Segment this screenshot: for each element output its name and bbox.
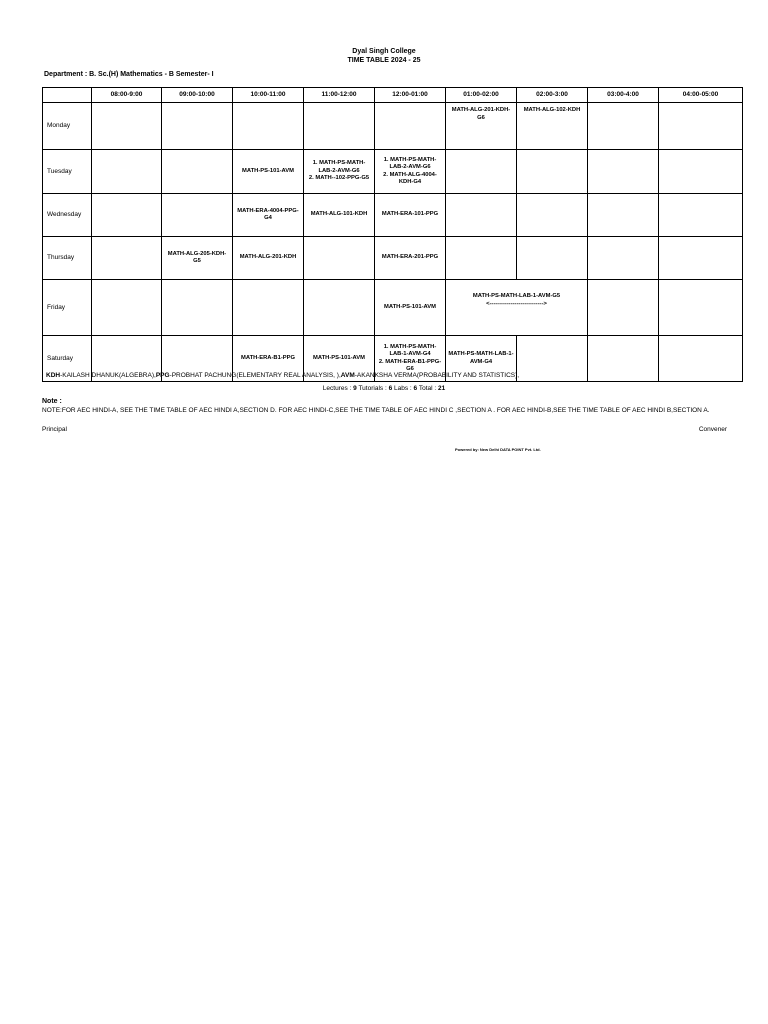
col-header-0200: 02:00-3:00 (517, 88, 588, 103)
slot-cell: 1. MATH-PS-MATH-LAB-2-AVM-G6 2. MATH-ALG-4004-KDH-G4 (375, 150, 446, 194)
slot-cell: MATH-PS-101-AVM (233, 150, 304, 194)
slot-cell (659, 336, 743, 382)
lab-label: MATH-PS-MATH-LAB-1-AVM-G5 (472, 293, 561, 299)
slot-cell (446, 237, 517, 280)
summary-label: Total : (417, 385, 438, 392)
slot-cell (659, 150, 743, 194)
legend-code: KDH (46, 372, 61, 379)
row-monday (43, 103, 743, 150)
slot-cell (659, 103, 743, 150)
tutorials-count: 6 (388, 385, 393, 392)
slot-cell: MATH-ALG-201-KDH-G6 (446, 103, 517, 150)
slot-cell: MATH-ERA-101-PPG (375, 194, 446, 237)
total-count: 21 (437, 385, 446, 392)
corner-cell (43, 88, 92, 103)
slot-cell (92, 194, 162, 237)
slot-cell (233, 103, 304, 150)
legend-code: AVM (340, 372, 355, 379)
powered-by: Powered by: New Delhi DATA POINT Pvt. Ltd. (455, 447, 541, 452)
slot-cell (517, 194, 588, 237)
slot-cell (92, 237, 162, 280)
slot-cell (375, 103, 446, 150)
slot-cell (304, 237, 375, 280)
slot-cell (162, 150, 233, 194)
slot-cell: MATH-ERA-B1-PPG (233, 336, 304, 382)
summary-label: Tutorials : (356, 385, 389, 392)
principal-signature: Principal (42, 426, 67, 433)
labs-count: 6 (413, 385, 418, 392)
convener-signature: Convener (698, 426, 727, 433)
lab-slot-cell (446, 280, 588, 336)
span-arrow: <----------------------------> (486, 300, 547, 307)
slot-cell: MATH-PS-101-AVM (304, 336, 375, 382)
day-label: Saturday (43, 336, 92, 382)
slot-cell (588, 336, 659, 382)
header-row (43, 88, 743, 103)
slot-cell (659, 194, 743, 237)
slot-cell: MATH-ERA-201-PPG (375, 237, 446, 280)
col-header-0800: 08:00-9:00 (92, 88, 162, 103)
slot-cell: MATH-ALG-102-KDH (517, 103, 588, 150)
legend-text: -PROBHAT PACHUNG(ELEMENTARY REAL ANALYSIS, ), (169, 372, 341, 379)
department-line: Department : B. Sc.(H) Mathematics - B Semester- I (44, 71, 214, 78)
note-text: NOTE:FOR AEC HINDI-A, SEE THE TIME TABLE OF AEC HINDI A,SECTION D. FOR AEC HINDI-C,SEE THE TIME TABLE OF AEC HINDI C ,SECTION A . FOR AEC HINDI-B,SEE THE TIME TABLE OF AEC HINDI B,SECTION A. (42, 407, 710, 414)
slot-cell (162, 194, 233, 237)
slot-cell (162, 280, 233, 336)
note-heading: Note : (42, 398, 62, 405)
slot-cell (588, 194, 659, 237)
slot-cell (588, 280, 659, 336)
slot-cell (588, 150, 659, 194)
college-name: Dyal Singh College (352, 48, 416, 55)
slot-cell (304, 103, 375, 150)
col-header-1100: 11:00-12:00 (304, 88, 375, 103)
legend-text: -KAILASH DHANUK(ALGEBRA), (60, 372, 156, 379)
slot-cell: MATH-ERA-4004-PPG-G4 (233, 194, 304, 237)
slot-cell (588, 237, 659, 280)
slot-cell (446, 194, 517, 237)
lectures-count: 9 (353, 385, 357, 392)
slot-cell: MATH-PS-101-AVM (375, 280, 446, 336)
slot-cell: MATH-PS-MATH-LAB-1-AVM-G4 (446, 336, 517, 382)
slot-cell: MATH-ALG-205-KDH-G5 (162, 237, 233, 280)
load-summary (0, 385, 768, 392)
slot-cell: MATH-ALG-201-KDH (233, 237, 304, 280)
row-friday (43, 280, 743, 336)
slot-cell (588, 103, 659, 150)
slot-cell (304, 280, 375, 336)
slot-cell: 1. MATH-PS-MATH-LAB-2-AVM-G6 2. MATH--102-PPG-G5 (304, 150, 375, 194)
day-label: Friday (43, 280, 92, 336)
slot-cell (446, 150, 517, 194)
timetable-grid (42, 87, 743, 382)
summary-label: Labs : (392, 385, 414, 392)
summary-label: Lectures : (322, 385, 354, 392)
col-header-1200: 12:00-01:00 (375, 88, 446, 103)
slot-cell (162, 103, 233, 150)
slot-cell (92, 280, 162, 336)
slot-cell (517, 237, 588, 280)
col-header-0400: 04:00-05:00 (659, 88, 743, 103)
slot-cell (233, 280, 304, 336)
row-tuesday (43, 150, 743, 194)
timetable-title: TIME TABLE 2024 - 25 (347, 57, 421, 64)
col-header-1000: 10:00-11:00 (233, 88, 304, 103)
slot-cell (92, 150, 162, 194)
slot-cell: 1. MATH-PS-MATH-LAB-1-AVM-G4 2. MATH-ERA-B1-PPG-G6 (375, 336, 446, 382)
day-label: Wednesday (43, 194, 92, 237)
col-header-0100: 01:00-02:00 (446, 88, 517, 103)
slot-cell (659, 280, 743, 336)
faculty-legend (46, 372, 519, 379)
legend-code: PPG (155, 372, 170, 379)
slot-cell (92, 103, 162, 150)
col-header-0900: 09:00-10:00 (162, 88, 233, 103)
col-header-0300: 03:00-4:00 (588, 88, 659, 103)
slot-cell (517, 336, 588, 382)
day-label: Tuesday (43, 150, 92, 194)
slot-cell (517, 150, 588, 194)
day-label: Monday (43, 103, 92, 150)
row-wednesday (43, 194, 743, 237)
legend-text: -AKANKSHA VERMA(PROBABILITY AND STATISTICS), (354, 372, 520, 379)
day-label: Thursday (43, 237, 92, 280)
slot-cell: MATH-ALG-101-KDH (304, 194, 375, 237)
row-thursday (43, 237, 743, 280)
slot-cell (659, 237, 743, 280)
